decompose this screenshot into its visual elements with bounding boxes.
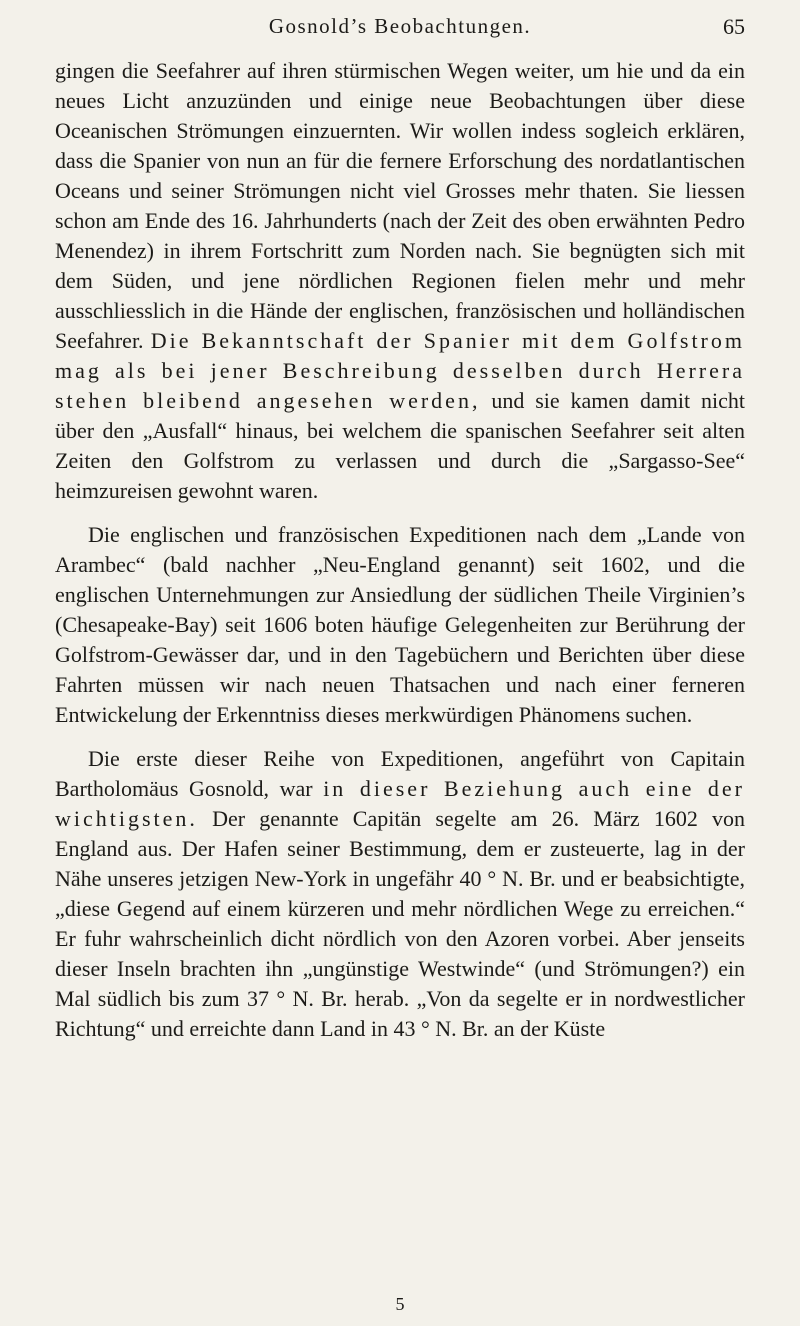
paragraph-1-text-b: und sie kamen damit nicht über den „Ausfall“ hinaus, bei welchem die spanischen Seefahrer seit alten Zeiten den Golfstrom zu verlassen und durch die „Sargasso-See“ heimzureisen gewohnt waren. [55,388,745,503]
paragraph-3 [55,744,745,1044]
page-header [55,14,745,48]
paragraph-3-text-a: Die erste dieser Reihe von Expeditionen, angeführt von Capitain Bartholomäus Gosnold, war [55,746,745,801]
paragraph-3-text-b: Der genannte Capitän segelte am 26. März 1602 von England aus. Der Hafen seiner Bestimmung, dem er zusteuerte, lag in der Nähe unseres jetzigen New-York in ungefähr 40 ° N. Br. und er beabsichtigte, „diese Gegend auf einem kürzeren und mehr nördlichen Wege zu erreichen.“ Er fuhr wahrscheinlich dicht nördlich von den Azoren vorbei. Aber jenseits dieser Inseln brachten ihn „ungünstige Westwinde“ (und Strömungen?) ein Mal südlich bis zum 37 ° N. Br. herab. „Von da segelte er in nordwestlicher Richtung“ und erreichte dann Land in 43 ° N. Br. an der Küste [55,806,745,1041]
paragraph-1-text-a: gingen die Seefahrer auf ihren stürmischen Wegen weiter, um hie und da ein neues Licht anzuzünden und einige neue Beobachtungen über diese Oceanischen Strömungen einzuernten. Wir wollen indess sogleich erklären, dass die Spanier von nun an für die fernere Erforschung des nordatlantischen Oceans und seiner Strömungen nicht viel Grosses mehr thaten. Sie liessen schon am Ende des 16. Jahrhunderts (nach der Zeit des oben erwähnten Pedro Menendez) in ihrem Fortschritt zum Norden nach. Sie begnügten sich mit dem Süden, und jene nördlichen Regionen fielen mehr und mehr ausschliesslich in die Hände der englischen, französischen und holländischen Seefahrer. [55,58,745,353]
running-title: Gosnold’s Beobachtungen. [268,14,532,38]
signature-mark: 5 [395,1294,405,1314]
paragraph-2: Die englischen und französischen Expeditionen nach dem „Lande von Arambec“ (bald nachher „Neu-England genannt) seit 1602, und die englischen Unternehmungen zur Ansiedlung der südlichen Theile Virginien’s (Chesapeake-Bay) seit 1606 boten häufige Gelegenheiten zur Berührung der Golfstrom-Gewässer dar, und in den Tagebüchern und Berichten über diese Fahrten müssen wir nach neuen Thatsachen und nach einer ferneren Entwickelung der Erkenntniss dieses merkwürdigen Phänomens suchen. [55,522,745,727]
page-number: 65 [723,14,745,39]
paragraph-3-spaced-emphasis: in dieser Beziehung auch eine der wichtigsten. [55,776,746,831]
paragraph-1-spaced-emphasis: Die Bekanntschaft der Spanier mit dem Golfstrom mag als bei jener Beschreibung desselben durch Herrera stehen bleibend angesehen werden, [55,328,745,413]
paragraph-1 [55,56,745,506]
body-text [55,56,745,1044]
